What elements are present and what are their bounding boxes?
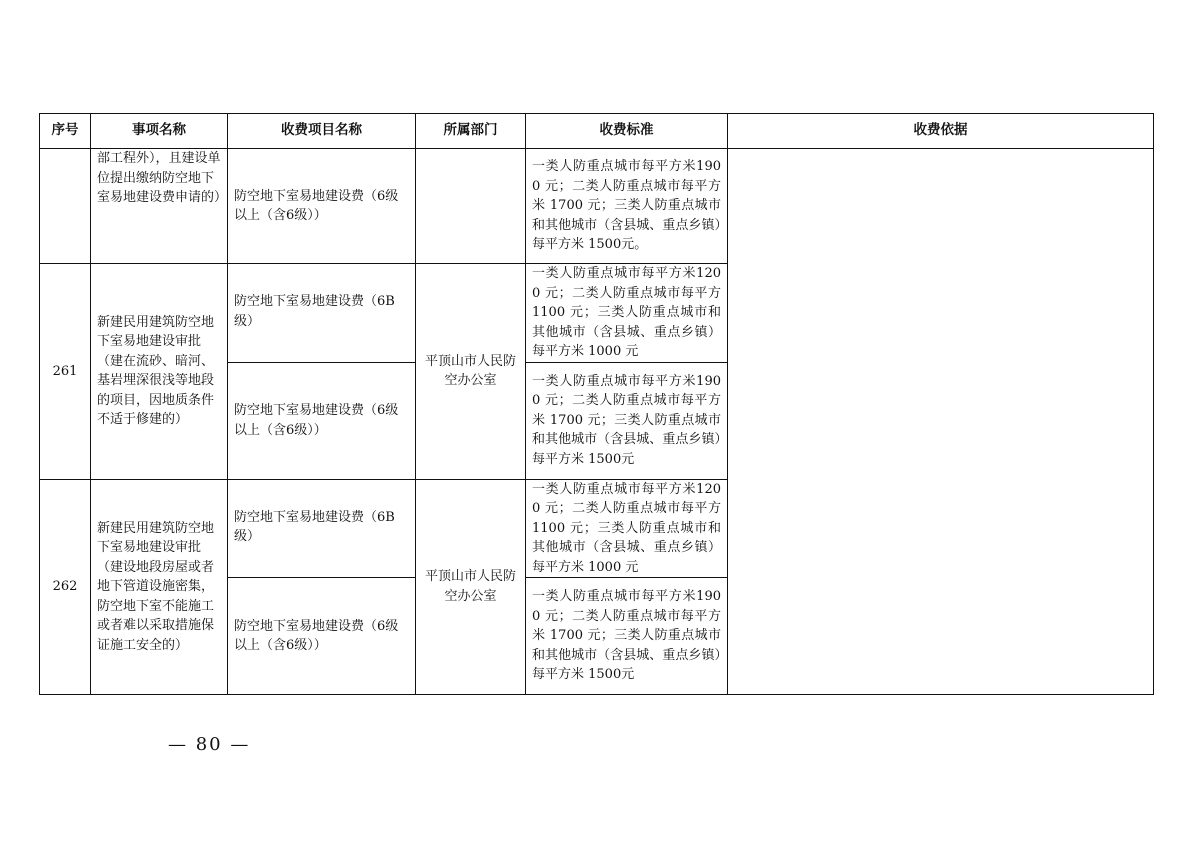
department-cell <box>416 149 526 264</box>
standard-cell: 一类人防重点城市每平方米1900 元；二类人防重点城市每平方米 1700 元；三类人防重点城市和其他城市（含县城、重点乡镇）每平方米 1500元 <box>526 362 728 479</box>
seq-cell: 262 <box>40 479 91 695</box>
fee-name-cell: 防空地下室易地建设费（6级以上（含6级）） <box>228 362 416 479</box>
basis-cell <box>728 149 1154 695</box>
item-name-cell: 新建民用建筑防空地下室易地建设审批（建在流砂、暗河、基岩埋深很浅等地段的项目，因地质条件不适于修建的） <box>91 264 228 480</box>
table-header-row <box>40 114 1154 149</box>
standard-cell: 一类人防重点城市每平方米1200 元；二类人防重点城市每平方 1100 元；三类人防重点城市和其他城市（含县城、重点乡镇）每平方米 1000 元 <box>526 264 728 363</box>
header-standard: 收费标准 <box>526 114 728 149</box>
header-basis: 收费依据 <box>728 114 1154 149</box>
fee-name-cell: 防空地下室易地建设费（6B级） <box>228 264 416 363</box>
header-item-name: 事项名称 <box>91 114 228 149</box>
standard-cell: 一类人防重点城市每平方米1900 元；二类人防重点城市每平方米 1700 元；三类人防重点城市和其他城市（含县城、重点乡镇）每平方米 1500元 <box>526 578 728 695</box>
department-cell: 平顶山市人民防空办公室 <box>416 479 526 695</box>
header-department: 所属部门 <box>416 114 526 149</box>
item-name-cell: 新建民用建筑防空地下室易地建设审批（建设地段房屋或者地下管道设施密集，防空地下室不能施工或者难以采取措施保证施工安全的） <box>91 479 228 695</box>
fee-name-cell: 防空地下室易地建设费（6级以上（含6级）） <box>228 149 416 264</box>
fee-name-cell: 防空地下室易地建设费（6B级） <box>228 479 416 578</box>
table-row <box>40 149 1154 264</box>
header-fee-name: 收费项目名称 <box>228 114 416 149</box>
fee-name-cell: 防空地下室易地建设费（6级以上（含6级）） <box>228 578 416 695</box>
header-seq: 序号 <box>40 114 91 149</box>
standard-cell: 一类人防重点城市每平方米1200 元；二类人防重点城市每平方 1100 元；三类人防重点城市和其他城市（含县城、重点乡镇）每平方米 1000 元 <box>526 479 728 578</box>
department-cell: 平顶山市人民防空办公室 <box>416 264 526 480</box>
seq-cell: 261 <box>40 264 91 480</box>
page-number: — 80 — <box>168 734 251 755</box>
item-name-cell: 部工程外），且建设单位提出缴纳防空地下室易地建设费申请的） <box>91 149 228 264</box>
standard-cell: 一类人防重点城市每平方米1900 元；二类人防重点城市每平方米 1700 元；三类人防重点城市和其他城市（含县城、重点乡镇）每平方米 1500元。 <box>526 149 728 264</box>
fee-table <box>39 113 1154 695</box>
seq-cell <box>40 149 91 264</box>
